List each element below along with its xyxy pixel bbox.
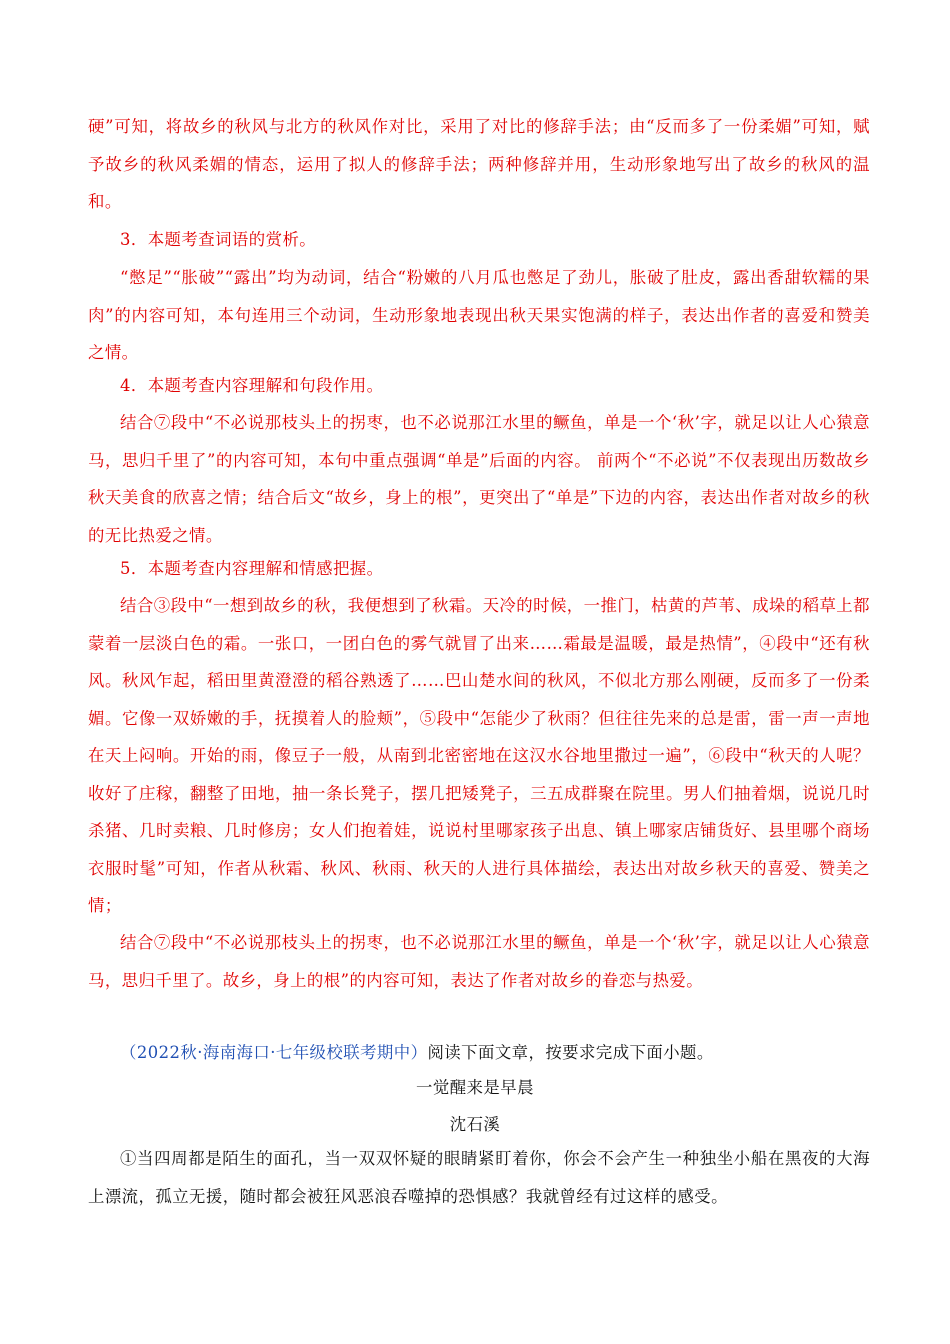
answer-q3-body: “憋足”“胀破”“露出”均为动词，结合“粉嫩的八月瓜也憋足了劲儿，胀破了肚皮，露出香甜软糯的果肉”的内容可知，本句连用三个动词，生动形象地表现出秋天果实饱满的样子，表达出作者的喜爱和赞美之情。 [88, 268, 870, 362]
answer-q4-heading: 4．本题考查内容理解和句段作用。 [120, 376, 384, 395]
question-source: （2022秋·海南海口·七年级校联考期中） [120, 1043, 428, 1062]
article-paragraph-1: ①当四周都是陌生的面孔，当一双双怀疑的眼睛紧盯着你，你会不会产生一种独坐小船在黑夜的大海上漂流，孤立无援，随时都会被狂风恶浪吞噬掉的恐惧感？我就曾经有过这样的感受。 [88, 1149, 870, 1206]
answer-q5-heading: 5．本题考查内容理解和情感把握。 [120, 559, 384, 578]
answer-q2-continuation: 硬”可知，将故乡的秋风与北方的秋风作对比，采用了对比的修辞手法；由“反而多了一份柔媚”可知，赋予故乡的秋风柔媚的情态，运用了拟人的修辞手法；两种修辞并用，生动形象地写出了故乡的秋风的温和。 [88, 117, 870, 211]
question-intro [88, 1034, 870, 1072]
answer-q3-heading: 3．本题考查词语的赏析。 [120, 230, 317, 249]
article-title: 一觉醒来是早晨 [416, 1078, 534, 1097]
answer-q5-body-1: 结合③段中“一想到故乡的秋，我便想到了秋霜。天冷的时候，一推门，枯黄的芦苇、成垛的稻草上都蒙着一层淡白色的霜。一张口，一团白色的雾气就冒了出来……霜最是温暖，最是热情”，④段中“还有秋风。秋风乍起，稻田里黄澄澄的稻谷熟透了……巴山楚水间的秋风，不似北方那么刚硬，反而多了一份柔媚。它像一双娇嫩的手，抚摸着人的脸颊”，⑤段中“怎能少了秋雨？但往往先来的总是雷，雷一声一声地在天上闷响。开始的雨，像豆子一般，从南到北密密地在这汉水谷地里撒过一遍”，⑥段中“秋天的人呢？收好了庄稼，翻整了田地，抽一条长凳子，摆几把矮凳子，三五成群聚在院里。男人们抽着烟，说说几时杀猪、几时卖粮、几时修房；女人们抱着娃，说说村里哪家孩子出息、镇上哪家店铺货好、县里哪个商场衣服时髦”可知，作者从秋霜、秋风、秋雨、秋天的人进行具体描绘，表达出对故乡秋天的喜爱、赞美之情； [88, 596, 870, 915]
question-instruction: 阅读下面文章，按要求完成下面小题。 [427, 1043, 714, 1062]
answer-q4-body: 结合⑦段中“不必说那枝头上的拐枣，也不必说那江水里的鳜鱼，单是一个‘秋’字，就足以让人心猿意马，思归千里了”的内容可知，本句中重点强调“单是”后面的内容。 前两个“不必说”不仅表现出历数故乡秋天美食的欣喜之情；结合后文“故乡，身上的根”，更突出了“单是”下边的内容，表达出作者对故乡的秋的无比热爱之情。 [88, 413, 870, 545]
article-author: 沈石溪 [449, 1115, 501, 1134]
answer-q5-body-2: 结合⑦段中“不必说那枝头上的拐枣，也不必说那江水里的鳜鱼，单是一个‘秋’字，就足以让人心猿意马，思归千里了。故乡，身上的根”的内容可知，表达了作者对故乡的眷恋与热爱。 [88, 933, 870, 990]
